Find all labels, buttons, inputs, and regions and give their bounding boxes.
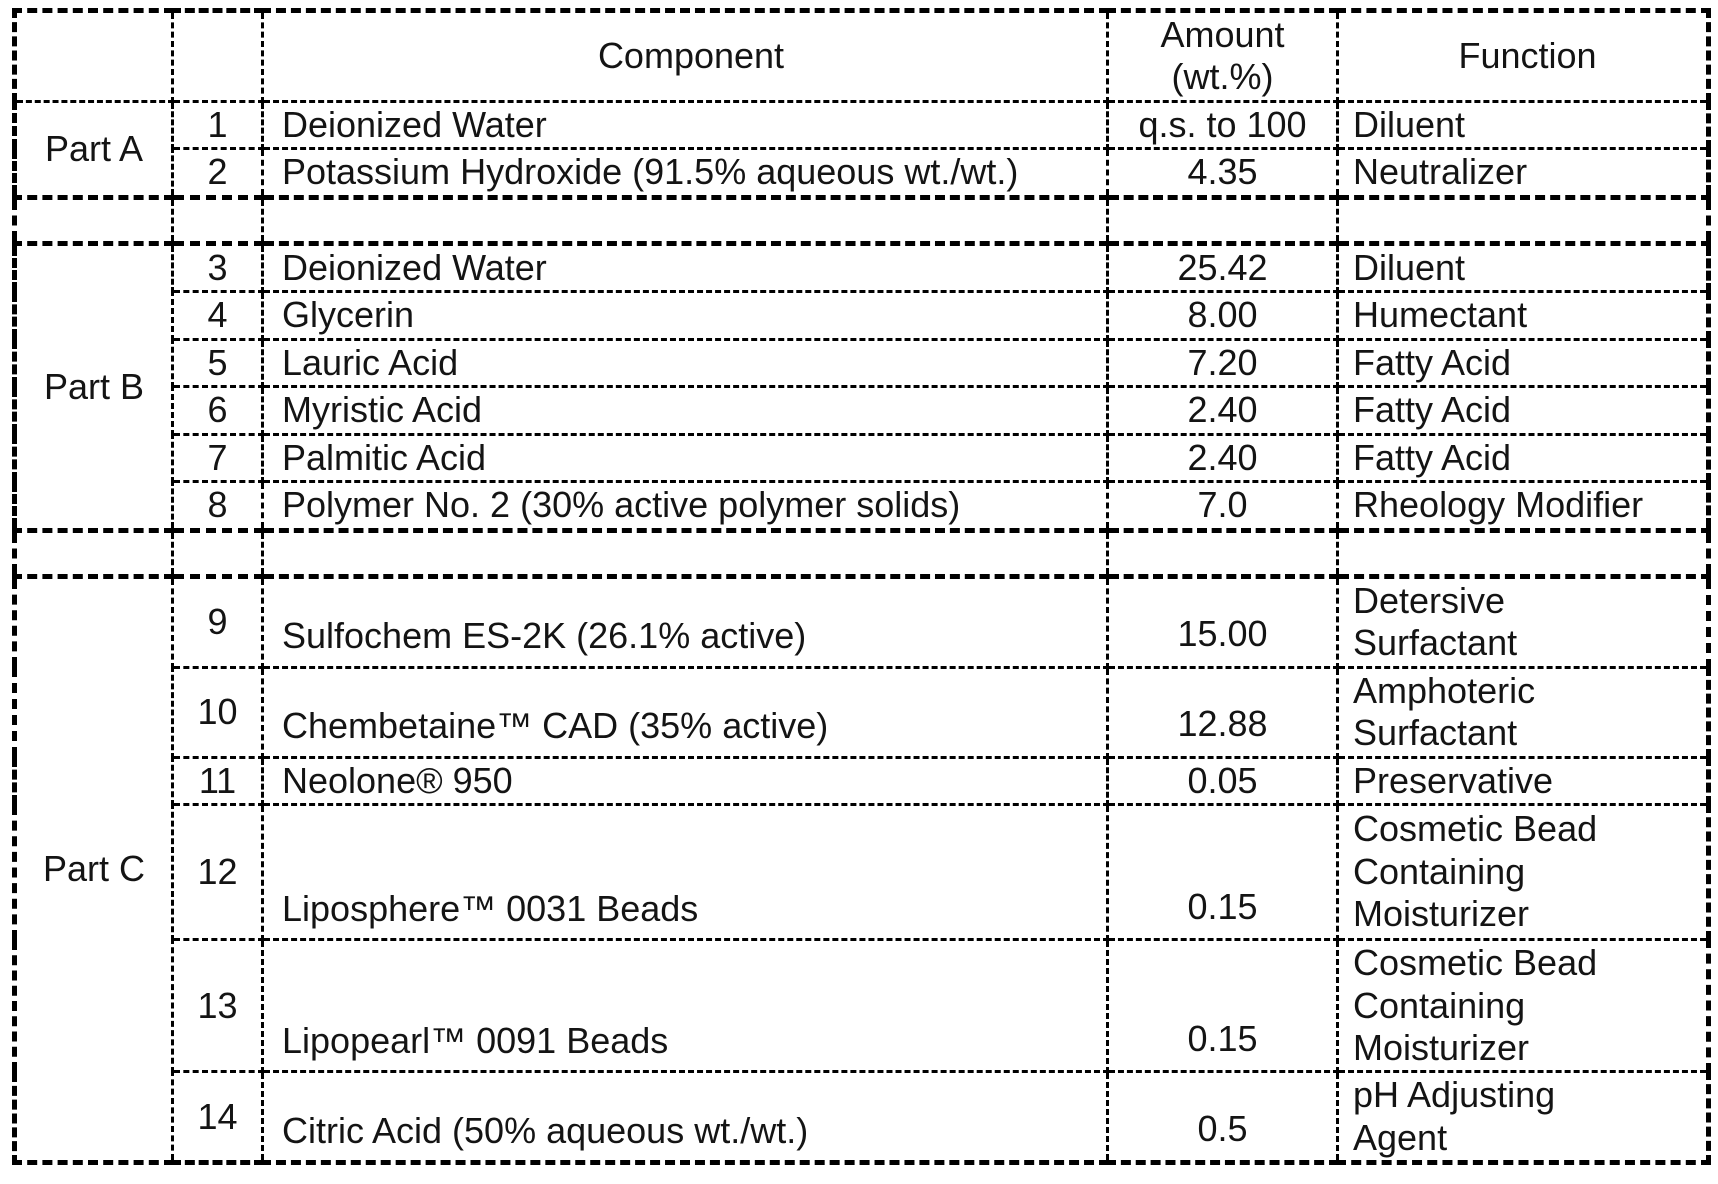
table-row	[15, 149, 1709, 197]
row-number: 10	[173, 667, 263, 757]
table-row	[15, 940, 1709, 1072]
function-cell: Diluent	[1338, 101, 1709, 148]
table-row	[15, 339, 1709, 386]
table-row	[15, 243, 1709, 291]
header-function: Function	[1338, 11, 1709, 102]
row-number: 2	[173, 149, 263, 197]
component-cell: Sulfochem ES-2K (26.1% active)	[263, 576, 1108, 667]
component-cell: Deionized Water	[263, 243, 1108, 291]
amount-cell: 0.05	[1108, 757, 1338, 804]
table-row	[15, 1072, 1709, 1163]
function-cell: Detersive Surfactant	[1338, 576, 1709, 667]
function-cell: Amphoteric Surfactant	[1338, 667, 1709, 757]
table-row	[15, 387, 1709, 434]
formulation-table	[12, 8, 1711, 1165]
table-row	[15, 101, 1709, 148]
table-row	[15, 805, 1709, 940]
component-cell: Polymer No. 2 (30% active polymer solids)	[263, 482, 1108, 530]
row-number: 6	[173, 387, 263, 434]
row-number: 8	[173, 482, 263, 530]
function-cell: Neutralizer	[1338, 149, 1709, 197]
row-number: 9	[173, 576, 263, 667]
row-number: 5	[173, 339, 263, 386]
function-cell: Preservative	[1338, 757, 1709, 804]
spacer-row	[15, 530, 1709, 576]
function-cell: Cosmetic Bead Containing Moisturizer	[1338, 940, 1709, 1072]
table-row	[15, 757, 1709, 804]
function-cell: Rheology Modifier	[1338, 482, 1709, 530]
amount-cell: 0.15	[1108, 940, 1338, 1072]
component-cell: Myristic Acid	[263, 387, 1108, 434]
component-cell: Lipopearl™ 0091 Beads	[263, 940, 1108, 1072]
amount-cell: 0.5	[1108, 1072, 1338, 1163]
amount-cell: 15.00	[1108, 576, 1338, 667]
component-cell: Deionized Water	[263, 101, 1108, 148]
table-row	[15, 576, 1709, 667]
row-number: 7	[173, 434, 263, 481]
amount-cell: 7.0	[1108, 482, 1338, 530]
row-number: 12	[173, 805, 263, 940]
table-row	[15, 292, 1709, 339]
component-cell: Glycerin	[263, 292, 1108, 339]
function-cell: Diluent	[1338, 243, 1709, 291]
component-cell: Chembetaine™ CAD (35% active)	[263, 667, 1108, 757]
amount-cell: 4.35	[1108, 149, 1338, 197]
row-number: 1	[173, 101, 263, 148]
amount-cell: 25.42	[1108, 243, 1338, 291]
component-cell: Lauric Acid	[263, 339, 1108, 386]
part-label: Part C	[15, 576, 173, 1163]
amount-cell: 7.20	[1108, 339, 1338, 386]
amount-cell: 2.40	[1108, 434, 1338, 481]
header-number-cell	[173, 11, 263, 102]
table-row	[15, 434, 1709, 481]
header-component: Component	[263, 11, 1108, 102]
function-cell: Fatty Acid	[1338, 339, 1709, 386]
row-number: 11	[173, 757, 263, 804]
amount-cell: 0.15	[1108, 805, 1338, 940]
amount-cell: 8.00	[1108, 292, 1338, 339]
table-row	[15, 482, 1709, 530]
amount-cell: q.s. to 100	[1108, 101, 1338, 148]
component-cell: Palmitic Acid	[263, 434, 1108, 481]
row-number: 3	[173, 243, 263, 291]
table-row	[15, 667, 1709, 757]
function-cell: Cosmetic Bead Containing Moisturizer	[1338, 805, 1709, 940]
table-header-row	[15, 11, 1709, 102]
header-amount: Amount (wt.%)	[1108, 11, 1338, 102]
component-cell: Liposphere™ 0031 Beads	[263, 805, 1108, 940]
spacer-row	[15, 197, 1709, 243]
component-cell: Neolone® 950	[263, 757, 1108, 804]
amount-cell: 12.88	[1108, 667, 1338, 757]
row-number: 13	[173, 940, 263, 1072]
function-cell: Fatty Acid	[1338, 387, 1709, 434]
row-number: 4	[173, 292, 263, 339]
amount-cell: 2.40	[1108, 387, 1338, 434]
header-part-cell	[15, 11, 173, 102]
part-label: Part B	[15, 243, 173, 530]
function-cell: Humectant	[1338, 292, 1709, 339]
function-cell: pH Adjusting Agent	[1338, 1072, 1709, 1163]
part-label: Part A	[15, 101, 173, 197]
component-cell: Citric Acid (50% aqueous wt./wt.)	[263, 1072, 1108, 1163]
row-number: 14	[173, 1072, 263, 1163]
function-cell: Fatty Acid	[1338, 434, 1709, 481]
component-cell: Potassium Hydroxide (91.5% aqueous wt./wt.)	[263, 149, 1108, 197]
